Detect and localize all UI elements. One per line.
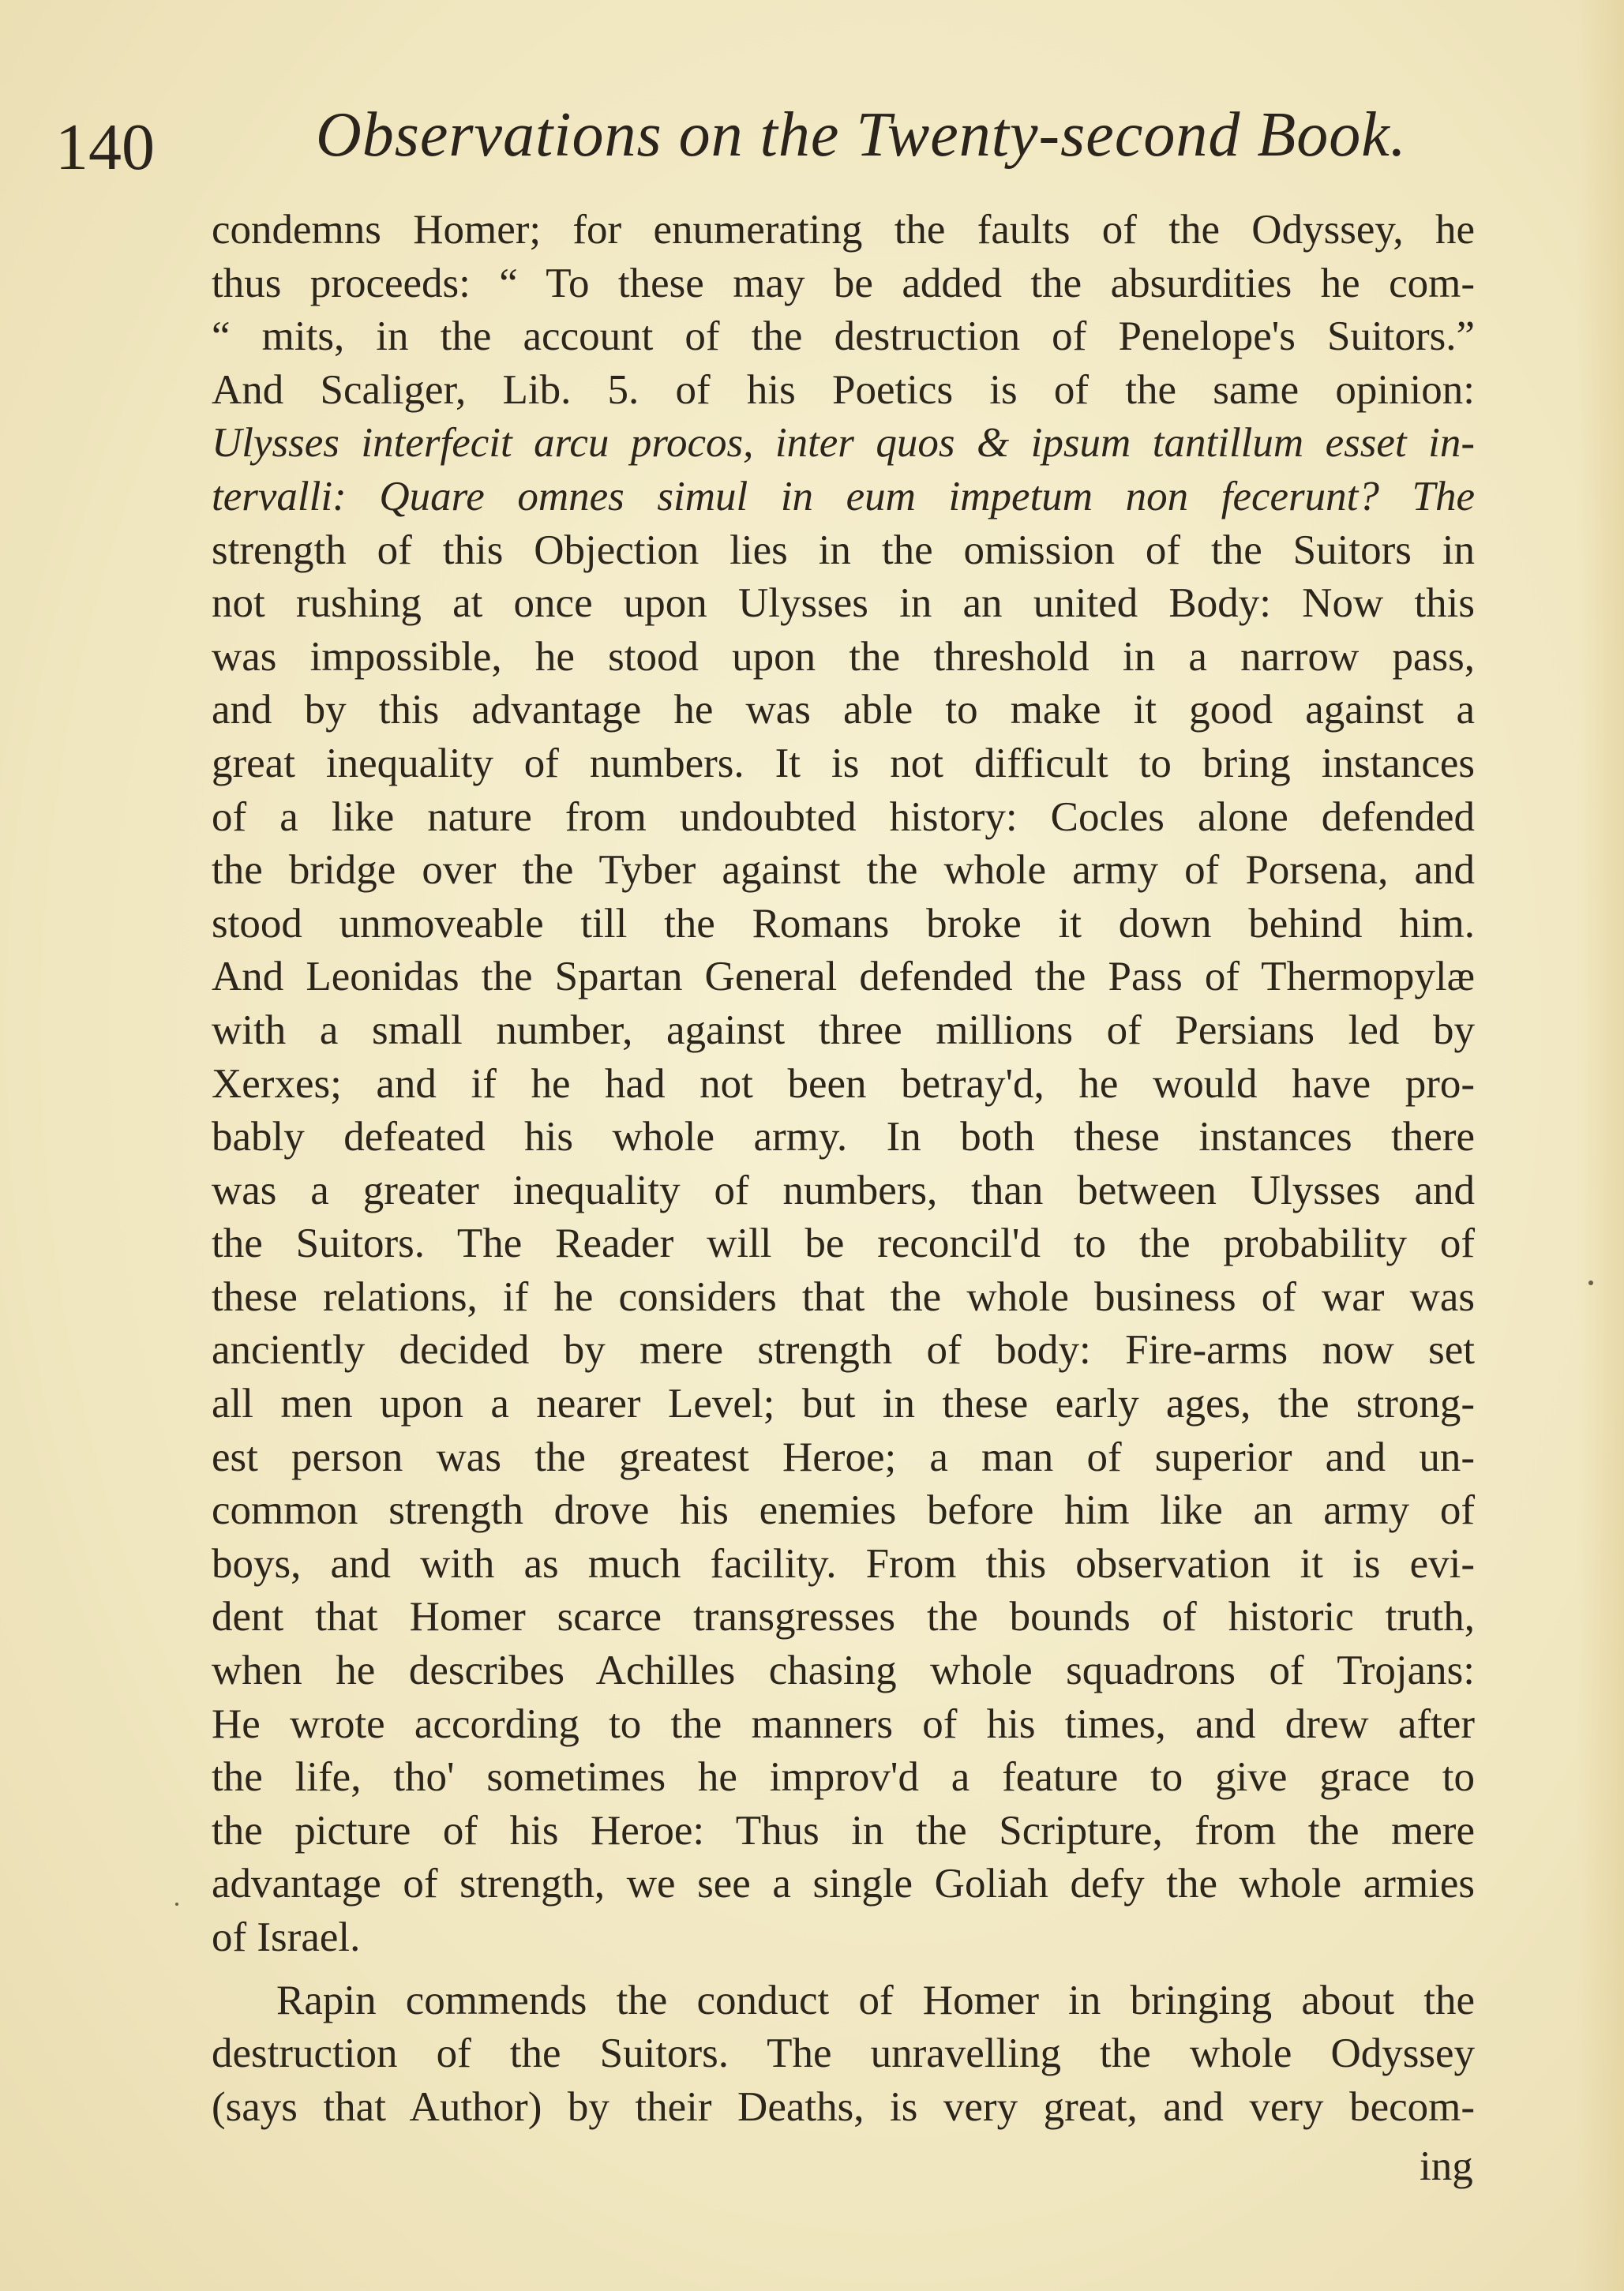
text-line: He wrote according to the manners of his times, and drew after [212, 1700, 1475, 1747]
running-head [55, 91, 1555, 184]
page-number: 140 [55, 111, 155, 184]
text-line: with a small number, against three millions of Persians led by [212, 1007, 1475, 1053]
text-line: dent that Homer scarce transgresses the bounds of historic truth, [212, 1594, 1475, 1640]
catchword: ing [1420, 2143, 1473, 2189]
text-line: Xerxes; and if he had not been betray'd, he would have pro- [212, 1060, 1475, 1107]
text-line: was a greater inequality of numbers, than between Ulysses and [212, 1167, 1475, 1213]
paragraph-gap [212, 1965, 1475, 1974]
page-edge-shadow [1577, 0, 1624, 2291]
text-line: stood unmoveable till the Romans broke it down behind him. [212, 900, 1475, 947]
text-line: anciently decided by mere strength of body: Fire-arms now set [212, 1327, 1475, 1374]
text-line: est person was the greatest Heroe; a man of superior and un- [212, 1434, 1475, 1480]
text-line: of Israel. [212, 1914, 361, 1960]
text-line: of a like nature from undoubted history: Cocles alone defended [212, 793, 1475, 840]
text-line: bably defeated his whole army. In both these instances there [212, 1114, 1475, 1160]
text-line: (says that Author) by their Deaths, is very great, and very becom- [212, 2083, 1475, 2130]
text-line: boys, and with as much facility. From this observation it is evi- [212, 1540, 1475, 1587]
text-line: tervalli: Quare omnes simul in eum impetum non fecerunt? The [212, 473, 1475, 519]
text-line: “ mits, in the account of the destruction of Penelope's Suitors.” [212, 313, 1475, 360]
text-line: when he describes Achilles chasing whole squadrons of Trojans: [212, 1648, 1475, 1694]
body-text [212, 204, 1475, 2134]
text-line: the bridge over the Tyber against the whole army of Porsena, and [212, 847, 1475, 894]
text-line: Rapin commends the conduct of Homer in bringing about the [276, 1977, 1475, 2023]
text-line: not rushing at once upon Ulysses in an united Body: Now this [212, 580, 1475, 627]
running-title: Observations on the Twenty-second Book. [316, 100, 1407, 170]
text-line: strength of this Objection lies in the omission of the Suitors in [212, 527, 1475, 573]
text-line: was impossible, he stood upon the threshold in a narrow pass, [212, 633, 1475, 680]
ink-speck [175, 1903, 178, 1906]
text-line: common strength drove his enemies before him like an army of [212, 1487, 1475, 1534]
text-line: Ulysses interfecit arcu procos, inter quos & ipsum tantillum esset in- [212, 420, 1475, 467]
text-line: all men upon a nearer Level; but in these early ages, the strong- [212, 1381, 1475, 1427]
ink-speck [1588, 1280, 1593, 1285]
text-line: And Scaliger, Lib. 5. of his Poetics is of the same opinion: [212, 366, 1475, 413]
text-line: condemns Homer; for enumerating the faults of the Odyssey, he [212, 207, 1475, 253]
text-line: the Suitors. The Reader will be reconcil'd to the probability of [212, 1220, 1475, 1267]
text-line: the life, tho' sometimes he improv'd a feature to give grace to [212, 1754, 1475, 1801]
text-line: destruction of the Suitors. The unravelling the whole Odyssey [212, 2030, 1475, 2077]
text-line: advantage of strength, we see a single Goliah defy the whole armies [212, 1861, 1475, 1907]
text-line: great inequality of numbers. It is not difficult to bring instances [212, 740, 1475, 786]
text-line: thus proceeds: “ To these may be added the absurdities he com- [212, 260, 1475, 306]
text-line: the picture of his Heroe: Thus in the Scripture, from the mere [212, 1807, 1475, 1854]
text-line: these relations, if he considers that the whole business of war was [212, 1273, 1475, 1320]
text-line: And Leonidas the Spartan General defended the Pass of Thermopylæ [212, 954, 1475, 1000]
text-line: and by this advantage he was able to make it good against a [212, 687, 1475, 733]
